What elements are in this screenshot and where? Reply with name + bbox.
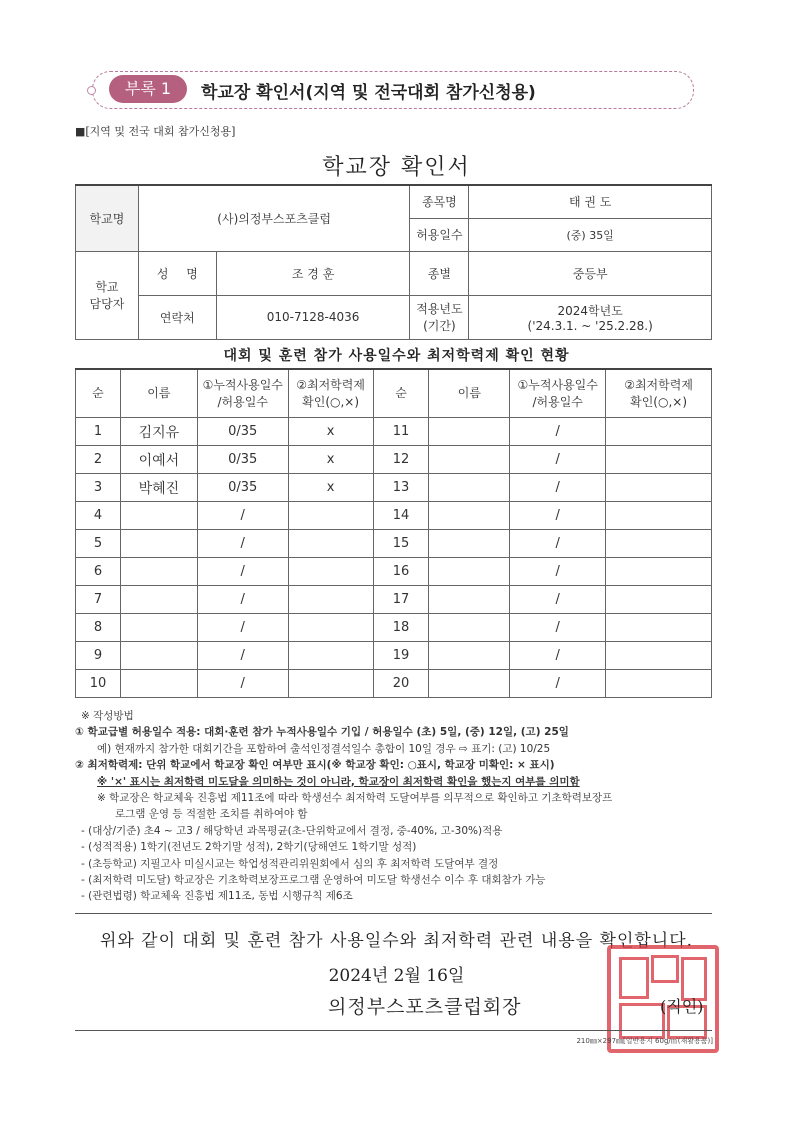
row-no: 7 bbox=[76, 586, 121, 614]
row-name bbox=[120, 502, 197, 530]
appendix-badge: 부록 1 bbox=[109, 75, 187, 103]
header-check-left-2: 확인(○,×) bbox=[302, 394, 360, 409]
table-row bbox=[76, 558, 712, 586]
row-name: 김지유 bbox=[120, 418, 197, 446]
row-days: / bbox=[197, 530, 288, 558]
row-no: 15 bbox=[373, 530, 429, 558]
row-name: 박혜진 bbox=[120, 474, 197, 502]
row-check bbox=[606, 530, 712, 558]
row-no: 20 bbox=[373, 670, 429, 698]
row-check bbox=[606, 502, 712, 530]
row-check: x bbox=[288, 474, 373, 502]
row-check bbox=[606, 558, 712, 586]
note-1-example: 예) 현재까지 참가한 대회기간을 포함하여 출석인정결석일수 총합이 10일 경우 ⇨ 표기: (고) 10/25 bbox=[97, 742, 551, 755]
row-days: 0/35 bbox=[197, 474, 288, 502]
row-days: / bbox=[510, 558, 606, 586]
row-no: 14 bbox=[373, 502, 429, 530]
row-no: 12 bbox=[373, 446, 429, 474]
row-no: 3 bbox=[76, 474, 121, 502]
detail-2: - (성적적용) 1학기(전년도 2학기말 성적), 2학기(당해연도 1학기말 성적) bbox=[81, 841, 417, 854]
header-days-left-2: /허용일수 bbox=[217, 394, 268, 409]
header-no-right: 순 bbox=[373, 369, 429, 418]
note-2-b-cont: 로그램 운영 등 적절한 조치를 취하여야 함 bbox=[115, 808, 308, 821]
list-title: 대회 및 훈련 참가 사용일수와 최저학력제 확인 현황 bbox=[223, 348, 570, 364]
header-days-right-1: ①누적사용일수 bbox=[517, 377, 598, 392]
year-value bbox=[469, 295, 712, 339]
divider-top bbox=[75, 913, 712, 914]
info-table bbox=[75, 184, 712, 340]
row-days: / bbox=[510, 642, 606, 670]
row-days: / bbox=[197, 642, 288, 670]
signer-name: 의정부스포츠클럽회장 bbox=[328, 996, 522, 1018]
confirm-date: 2024년 2월 16일 bbox=[328, 966, 465, 986]
header-check-left bbox=[288, 369, 373, 418]
row-no: 5 bbox=[76, 530, 121, 558]
note-2-a: ※ '×' 표시는 최저학력 미도달을 의미하는 것이 아니라, 학교장이 최저학력 확인을 했는지 여부를 의미함 bbox=[97, 775, 580, 788]
detail-4: - (최저학력 미도달) 학교장은 기초학력보장프로그램 운영하여 미도달 학생선수 이수 후 대회참가 가능 bbox=[81, 874, 546, 887]
row-days: / bbox=[510, 502, 606, 530]
table-row bbox=[76, 586, 712, 614]
row-name bbox=[120, 642, 197, 670]
row-days: 0/35 bbox=[197, 418, 288, 446]
row-no: 17 bbox=[373, 586, 429, 614]
row-days: / bbox=[510, 474, 606, 502]
row-no: 13 bbox=[373, 474, 429, 502]
document-title: 학교장 확인서 bbox=[322, 155, 471, 180]
year-value-line2: ('24.3.1. ~ '25.2.28.) bbox=[527, 318, 653, 333]
row-check bbox=[288, 642, 373, 670]
row-name: 이예서 bbox=[120, 446, 197, 474]
year-value-line1: 2024학년도 bbox=[557, 303, 623, 318]
row-check bbox=[288, 502, 373, 530]
row-check: x bbox=[288, 418, 373, 446]
row-no: 10 bbox=[76, 670, 121, 698]
days-label: 허용일수 bbox=[410, 218, 469, 251]
header-days-right-2: /허용일수 bbox=[532, 394, 583, 409]
row-name bbox=[429, 642, 510, 670]
table-row bbox=[76, 418, 712, 446]
appendix-banner bbox=[92, 71, 694, 109]
row-check bbox=[606, 418, 712, 446]
row-no: 11 bbox=[373, 418, 429, 446]
table-row bbox=[76, 446, 712, 474]
row-check: x bbox=[288, 446, 373, 474]
header-check-right bbox=[606, 369, 712, 418]
event-label: 종목명 bbox=[410, 185, 469, 218]
row-check bbox=[606, 670, 712, 698]
year-label bbox=[410, 295, 469, 339]
row-name bbox=[429, 502, 510, 530]
row-check bbox=[606, 446, 712, 474]
year-label-line1: 적용년도 bbox=[416, 302, 463, 316]
participant-table bbox=[75, 368, 712, 698]
table-row bbox=[76, 614, 712, 642]
paper-size-note: 210㎜×297㎜[일반용지 60g/㎡(재활용품)] bbox=[576, 1037, 713, 1045]
banner-dot bbox=[87, 86, 96, 95]
name-value: 조 경 훈 bbox=[216, 251, 410, 295]
name-label: 성 명 bbox=[138, 251, 216, 295]
header-name-right: 이름 bbox=[429, 369, 510, 418]
row-days: / bbox=[510, 586, 606, 614]
days-value: (중) 35일 bbox=[469, 218, 712, 251]
table-row bbox=[76, 530, 712, 558]
writing-instructions bbox=[75, 708, 715, 905]
form-category: ■[지역 및 전국 대회 참가신청용] bbox=[75, 125, 236, 138]
row-days: / bbox=[510, 670, 606, 698]
row-no: 9 bbox=[76, 642, 121, 670]
row-check bbox=[288, 614, 373, 642]
row-days: / bbox=[197, 670, 288, 698]
school-label: 학교명 bbox=[76, 185, 139, 251]
header-name-left: 이름 bbox=[120, 369, 197, 418]
note-2: ② 최저학력제: 단위 학교에서 학교장 확인 여부만 표시(※ 학교장 확인: ○표시, 학교장 미확인: × 표시) bbox=[75, 759, 555, 772]
manager-label bbox=[76, 251, 139, 339]
contact-label: 연락처 bbox=[138, 295, 216, 339]
row-name bbox=[429, 530, 510, 558]
row-name bbox=[429, 558, 510, 586]
manager-label-line1: 학교 bbox=[95, 280, 119, 294]
row-name bbox=[429, 474, 510, 502]
note-1: ① 학교급별 허용일수 적용: 대회·훈련 참가 누적사용일수 기입 / 허용일수 (초) 5일, (중) 12일, (고) 25일 bbox=[75, 726, 569, 739]
row-no: 4 bbox=[76, 502, 121, 530]
table-row bbox=[76, 642, 712, 670]
header-days-right bbox=[510, 369, 606, 418]
row-check bbox=[288, 558, 373, 586]
table-row bbox=[76, 474, 712, 502]
row-days: / bbox=[510, 418, 606, 446]
row-days: / bbox=[197, 502, 288, 530]
detail-1: - (대상/기준) 초4 ~ 고3 / 해당학년 과목평균(초-단위학교에서 결정, 중-40%, 고-30%)적용 bbox=[81, 824, 503, 837]
row-days: / bbox=[510, 446, 606, 474]
row-check bbox=[606, 474, 712, 502]
row-name bbox=[120, 670, 197, 698]
row-no: 1 bbox=[76, 418, 121, 446]
notes-heading: ※ 작성방법 bbox=[81, 710, 134, 722]
row-name bbox=[429, 586, 510, 614]
appendix-title: 학교장 확인서(지역 및 전국대회 참가신청용) bbox=[201, 83, 536, 103]
manager-label-line2: 담당자 bbox=[89, 297, 125, 311]
row-no: 8 bbox=[76, 614, 121, 642]
row-name bbox=[120, 558, 197, 586]
row-check bbox=[288, 670, 373, 698]
seal-label: (직인) bbox=[660, 997, 704, 1016]
row-name bbox=[429, 446, 510, 474]
detail-5: - (관련법령) 학교체육 진흥법 제11조, 동법 시행규칙 제6조 bbox=[81, 890, 353, 903]
row-no: 18 bbox=[373, 614, 429, 642]
header-check-right-2: 확인(○,×) bbox=[630, 394, 687, 409]
row-name bbox=[429, 418, 510, 446]
row-name bbox=[120, 614, 197, 642]
school-value: (사)의정부스포츠클럽 bbox=[138, 185, 410, 251]
header-no-left: 순 bbox=[76, 369, 121, 418]
type-label: 종별 bbox=[410, 251, 469, 295]
row-days: / bbox=[510, 614, 606, 642]
header-days-left-1: ①누적사용일수 bbox=[202, 377, 283, 392]
row-name bbox=[429, 670, 510, 698]
header-check-right-1: ②최저학력제 bbox=[624, 377, 693, 392]
row-name bbox=[429, 614, 510, 642]
row-days: / bbox=[197, 614, 288, 642]
row-check bbox=[288, 530, 373, 558]
row-check bbox=[606, 586, 712, 614]
table-row bbox=[76, 670, 712, 698]
row-days: / bbox=[510, 530, 606, 558]
header-days-left bbox=[197, 369, 288, 418]
divider-bottom bbox=[75, 1030, 712, 1031]
row-name bbox=[120, 586, 197, 614]
event-value: 태 권 도 bbox=[469, 185, 712, 218]
note-2-b: ※ 학교장은 학교체육 진흥법 제11조에 따라 학생선수 최저학력 도달여부를 의무적으로 확인하고 기초학력보장프 bbox=[97, 792, 613, 805]
row-name bbox=[120, 530, 197, 558]
row-days: / bbox=[197, 586, 288, 614]
row-check bbox=[606, 642, 712, 670]
row-no: 6 bbox=[76, 558, 121, 586]
header-check-left-1: ②최저학력제 bbox=[296, 377, 365, 392]
year-label-line2: (기간) bbox=[423, 319, 456, 333]
row-no: 19 bbox=[373, 642, 429, 670]
row-no: 2 bbox=[76, 446, 121, 474]
table-row bbox=[76, 502, 712, 530]
row-check bbox=[606, 614, 712, 642]
row-check bbox=[288, 586, 373, 614]
confirm-statement: 위와 같이 대회 및 훈련 참가 사용일수와 최저학력 관련 내용을 확인합니다. bbox=[99, 931, 694, 951]
contact-value: 010-7128-4036 bbox=[216, 295, 410, 339]
row-no: 16 bbox=[373, 558, 429, 586]
detail-3: - (초등학교) 지필고사 미실시교는 학업성적관리위원회에서 심의 후 최저학력 도달여부 결정 bbox=[81, 857, 499, 870]
row-days: 0/35 bbox=[197, 446, 288, 474]
row-days: / bbox=[197, 558, 288, 586]
type-value: 중등부 bbox=[469, 251, 712, 295]
